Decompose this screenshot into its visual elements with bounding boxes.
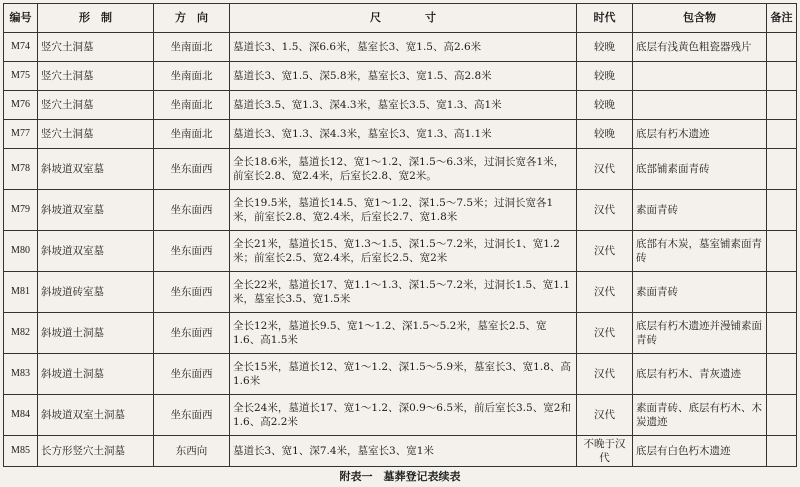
table-row <box>4 313 797 354</box>
cell-note <box>767 272 797 313</box>
cell-contents: 底层有朽木、青灰遗迹 <box>633 354 767 395</box>
cell-size: 墓道长3.5、宽1.3、深4.3米，墓室长3.5、宽1.3、高1米 <box>230 91 577 120</box>
cell-size: 全长18.6米，墓道长12、宽1～1.2、深1.5～6.3米，过洞长宽各1米，前室长2.8、宽2.4米，后室长2.8、宽2米。 <box>230 149 577 190</box>
table-row <box>4 62 797 91</box>
header-contents: 包含物 <box>633 4 767 33</box>
cell-form: 竖穴土洞墓 <box>38 62 154 91</box>
cell-contents: 底层有白色朽木遗迹 <box>633 436 767 467</box>
cell-direction: 坐东面西 <box>154 395 230 436</box>
cell-size: 全长24米，墓道长17、宽1～1.2、深0.9～6.5米，前后室长3.5、宽2和1.6、高2.2米 <box>230 395 577 436</box>
cell-contents: 素面青砖、底层有朽木、木炭遗迹 <box>633 395 767 436</box>
cell-direction: 坐南面北 <box>154 120 230 149</box>
header-form: 形 制 <box>38 4 154 33</box>
cell-direction: 坐东面西 <box>154 272 230 313</box>
table-row <box>4 190 797 231</box>
cell-id: M76 <box>4 91 38 120</box>
cell-form: 斜坡道双室墓 <box>38 149 154 190</box>
cell-period: 汉代 <box>577 313 633 354</box>
cell-note <box>767 190 797 231</box>
cell-period: 汉代 <box>577 354 633 395</box>
cell-direction: 坐南面北 <box>154 33 230 62</box>
cell-note <box>767 91 797 120</box>
cell-size: 全长12米，墓道长9.5、宽1～1.2、深1.5～5.2米，墓室长2.5、宽1.6、高1.5米 <box>230 313 577 354</box>
cell-note <box>767 120 797 149</box>
header-note: 备注 <box>767 4 797 33</box>
cell-form: 斜坡道土洞墓 <box>38 313 154 354</box>
cell-contents: 底部有木炭，墓室铺素面青砖 <box>633 231 767 272</box>
burial-register-table <box>3 3 797 467</box>
cell-note <box>767 354 797 395</box>
cell-period: 较晚 <box>577 62 633 91</box>
cell-period: 汉代 <box>577 272 633 313</box>
cell-direction: 东西向 <box>154 436 230 467</box>
header-row <box>4 4 797 33</box>
cell-form: 竖穴土洞墓 <box>38 120 154 149</box>
cell-size: 墓道长3、宽1.3、深4.3米，墓室长3、宽1.3、高1.1米 <box>230 120 577 149</box>
cell-direction: 坐东面西 <box>154 190 230 231</box>
cell-direction: 坐南面北 <box>154 62 230 91</box>
cell-note <box>767 231 797 272</box>
cell-id: M80 <box>4 231 38 272</box>
table-row <box>4 33 797 62</box>
cell-form: 竖穴土洞墓 <box>38 33 154 62</box>
cell-form: 斜坡道双室墓 <box>38 231 154 272</box>
cell-note <box>767 33 797 62</box>
cell-direction: 坐东面西 <box>154 313 230 354</box>
cell-id: M82 <box>4 313 38 354</box>
cell-size: 全长21米，墓道长15、宽1.3～1.5、深1.5～7.2米，过洞长1、宽1.2米；前室长2.5、宽2.4米，后室长2.5、宽2米 <box>230 231 577 272</box>
cell-size: 墓道长3、宽1、深7.4米，墓室长3、宽1米 <box>230 436 577 467</box>
cell-size: 墓道长3、1.5、深6.6米，墓室长3、宽1.5、高2.6米 <box>230 33 577 62</box>
table-row <box>4 91 797 120</box>
header-size: 尺 寸 <box>230 4 577 33</box>
cell-contents: 底层有朽木遗迹 <box>633 120 767 149</box>
cell-note <box>767 395 797 436</box>
cell-form: 竖穴土洞墓 <box>38 91 154 120</box>
table-row <box>4 272 797 313</box>
cell-contents <box>633 62 767 91</box>
cell-id: M79 <box>4 190 38 231</box>
cell-note <box>767 313 797 354</box>
header-direction: 方 向 <box>154 4 230 33</box>
cell-contents: 底层有浅黄色粗瓷器残片 <box>633 33 767 62</box>
cell-form: 斜坡道双室墓 <box>38 190 154 231</box>
cell-period: 较晚 <box>577 120 633 149</box>
cell-id: M78 <box>4 149 38 190</box>
cell-form: 斜坡道双室土洞墓 <box>38 395 154 436</box>
cell-direction: 坐东面西 <box>154 231 230 272</box>
header-period: 时代 <box>577 4 633 33</box>
cell-id: M75 <box>4 62 38 91</box>
cell-period: 汉代 <box>577 190 633 231</box>
cell-size: 全长19.5米，墓道长14.5、宽1～1.2、深1.5～7.5米；过洞长宽各1米，前室长2.8、宽2.4米，后室长2.7、宽1.8米 <box>230 190 577 231</box>
cell-direction: 坐东面西 <box>154 149 230 190</box>
cell-contents: 素面青砖 <box>633 272 767 313</box>
cell-note <box>767 62 797 91</box>
cell-id: M77 <box>4 120 38 149</box>
cell-size: 全长22米，墓道长17、宽1.1～1.3、深1.5～7.2米，过洞长1.5、宽1.1米，墓室长3.5、宽1.5米 <box>230 272 577 313</box>
cell-size: 全长15米，墓道长12、宽1～1.2、深1.5～5.9米，墓室长3、宽1.8、高1.6米 <box>230 354 577 395</box>
cell-contents: 底部铺素面青砖 <box>633 149 767 190</box>
cell-form: 斜坡道砖室墓 <box>38 272 154 313</box>
table-row <box>4 120 797 149</box>
table-caption: 附表一 墓葬登记表续表 <box>339 470 461 483</box>
cell-id: M81 <box>4 272 38 313</box>
cell-period: 汉代 <box>577 149 633 190</box>
cell-form: 长方形竖穴土洞墓 <box>38 436 154 467</box>
cell-size: 墓道长3、宽1.5、深5.8米，墓室长3、宽1.5、高2.8米 <box>230 62 577 91</box>
cell-period: 汉代 <box>577 231 633 272</box>
table-row <box>4 231 797 272</box>
cell-id: M74 <box>4 33 38 62</box>
cell-id: M85 <box>4 436 38 467</box>
cell-contents: 素面青砖 <box>633 190 767 231</box>
table-row <box>4 149 797 190</box>
cell-form: 斜坡道土洞墓 <box>38 354 154 395</box>
table-row <box>4 354 797 395</box>
cell-note <box>767 149 797 190</box>
table-row <box>4 395 797 436</box>
cell-id: M84 <box>4 395 38 436</box>
cell-period: 较晚 <box>577 33 633 62</box>
cell-contents: 底层有朽木遗迹并漫铺素面青砖 <box>633 313 767 354</box>
cell-contents <box>633 91 767 120</box>
cell-id: M83 <box>4 354 38 395</box>
cell-period: 较晚 <box>577 91 633 120</box>
table-row <box>4 436 797 467</box>
header-id: 编号 <box>4 4 38 33</box>
cell-direction: 坐南面北 <box>154 91 230 120</box>
cell-period: 汉代 <box>577 395 633 436</box>
cell-direction: 坐东面西 <box>154 354 230 395</box>
cell-note <box>767 436 797 467</box>
cell-period: 不晚于汉代 <box>577 436 633 467</box>
